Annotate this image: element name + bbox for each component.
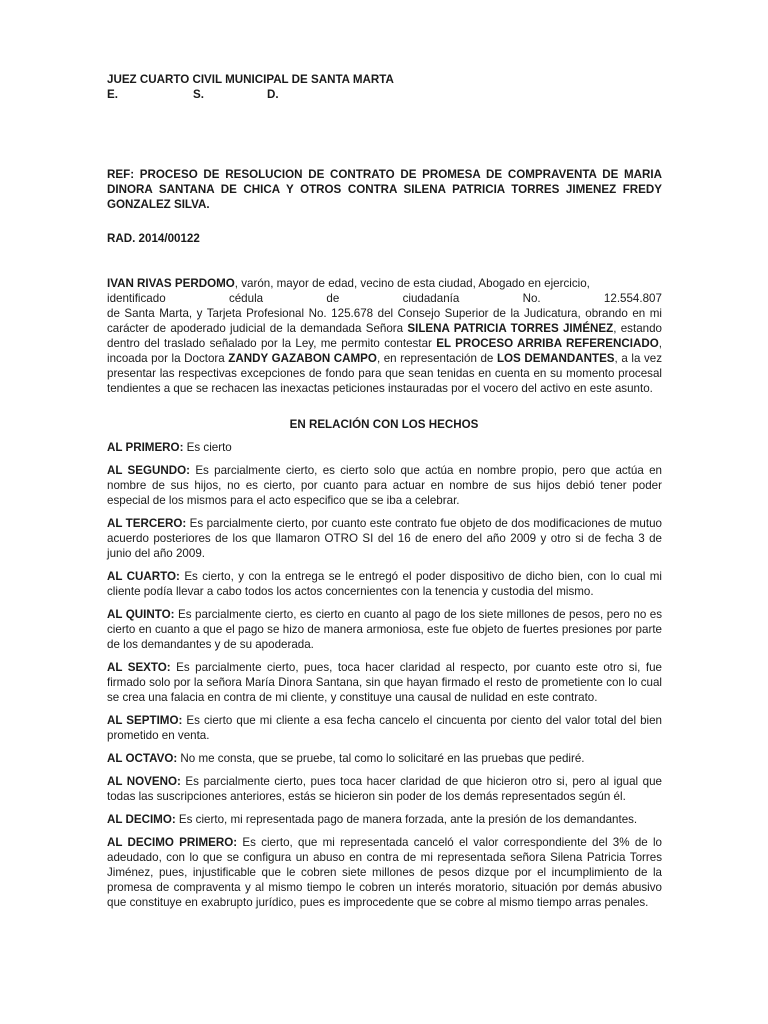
- esd-e: E.: [107, 88, 118, 101]
- fact-item: AL QUINTO: Es parcialmente cierto, es cierto en cuanto al pago de los siete millones de pesos, pero no es cierto en cuanto a que el pago se hizo de manera armoniosa, este fue objeto de fuertes presiones por parte de los demandantes y de su apoderada.: [107, 608, 663, 651]
- radicado: RAD. 2014/00122: [107, 232, 200, 245]
- fact-item: AL NOVENO: Es parcialmente cierto, pues toca hacer claridad de que hicieron otro si, pero al igual que todas las suscripciones anteriores, estás se hicieron sin poder de los demás representados según él.: [107, 775, 662, 803]
- fact-item: AL OCTAVO: No me consta, que se pruebe, tal como lo solicitaré en las pruebas que pediré.: [107, 752, 585, 765]
- fact-item: AL SEXTO: Es parcialmente cierto, pues, toca hacer claridad al respecto, por cuanto este otro si, fue firmado solo por la señora María Dinora Santana, sin que hayan firmado el resto de prometiente con lo cual se crea una falacia en contra de mi cliente, y constituye una causal de nulidad en este contrato.: [107, 661, 662, 704]
- intro-body: de Santa Marta, y Tarjeta Profesional No. 125.678 del Consejo Superior de la Judicatura, obrando en mi carácter de apoderado judicial de la demandada Señora SILENA PATRICIA TORRES JIMÉNEZ, estando dentro del traslado señalado por la Ley, me permito contestar EL PROCESO ARRIBA REFERENCIADO, incoada por la Doctora ZANDY GAZABON CAMPO, en representación de LOS DEMANDANTES, a la vez presentar las respectivas excepciones de fondo para que sean tenidas en cuenta en su momento procesal tendientes a que se rechacen las inexactas peticiones instauradas por el vocero del activo en este asunto.: [107, 307, 663, 395]
- esd-s: S.: [193, 88, 204, 101]
- fact-item: AL PRIMERO: Es cierto: [107, 441, 232, 454]
- fact-item: AL SEPTIMO: Es cierto que mi cliente a esa fecha cancelo el cincuenta por ciento del valor total del bien prometido en venta.: [107, 714, 662, 742]
- plaintiff-lawyer: ZANDY GAZABON CAMPO: [228, 352, 377, 365]
- section-heading: EN RELACIÓN CON LOS HECHOS: [289, 418, 479, 431]
- reference-line: REF: PROCESO DE RESOLUCION DE CONTRATO DE PROMESA DE COMPRAVENTA DE MARIA DINORA SANTANA DE CHICA Y OTROS CONTRA SILENA PATRICIA TORRES JIMENEZ FREDY GONZALEZ SILVA.: [107, 167, 662, 211]
- client-name: SILENA PATRICIA TORRES JIMÉNEZ: [407, 322, 614, 335]
- fact-item: AL CUARTO: Es cierto, y con la entrega se le entregó el poder dispositivo de dicho bien, con lo cual mi cliente podía llevar a cabo todos los actos concernientes con la tenencia y custodia del mismo.: [107, 570, 662, 598]
- process-ref: EL PROCESO ARRIBA REFERENCIADO: [436, 337, 659, 350]
- fact-item: AL DECIMO: Es cierto, mi representada pago de manera forzada, ante la presión de los demandantes.: [107, 813, 638, 826]
- fact-item: AL DECIMO PRIMERO: Es cierto, que mi representada canceló el valor correspondiente del 3% de lo adeudado, con lo que se configura un abuso en contra de mi representada señora Silena Patricia Torres Jiménez, pues, injustificable que le cobren siete millones de pesos dizque por el incumplimiento de la promesa de compraventa y al mismo tiempo le cobren un interés moratorio, situación por demás abusivo que constituye en exabrupto jurídico, pues es improcedente que se cobre al mismo tiempo arras penales.: [107, 836, 663, 909]
- addressee: JUEZ CUARTO CIVIL MUNICIPAL DE SANTA MARTA: [107, 73, 394, 86]
- esd-d: D.: [267, 88, 279, 101]
- fact-item: AL SEGUNDO: Es parcialmente cierto, es cierto solo que actúa en nombre propio, pero que actúa en nombre de sus hijos, no es cierto, por cuanto para actuar en nombre de sus hijos debió tener poder especial de los mismos para el acto especifico que se iba a celebrar.: [107, 464, 662, 507]
- intro-line-1: IVAN RIVAS PERDOMO, varón, mayor de edad, vecino de esta ciudad, Abogado en ejercicio,: [107, 277, 590, 290]
- intro-line-2: identificado cédula de ciudadanía No. 12.554.807: [107, 292, 662, 305]
- attorney-name: IVAN RIVAS PERDOMO: [107, 277, 235, 290]
- intro-paragraph: [107, 276, 662, 396]
- plaintiffs: LOS DEMANDANTES: [496, 352, 615, 365]
- facts-list: [107, 440, 662, 918]
- fact-item: AL TERCERO: Es parcialmente cierto, por cuanto este contrato fue objeto de dos modificaciones de mutuo acuerdo posteriores de los que llamaron OTRO SI del 16 de enero del año 2009 y otro si de fecha 3 de junio del año 2009.: [107, 517, 663, 560]
